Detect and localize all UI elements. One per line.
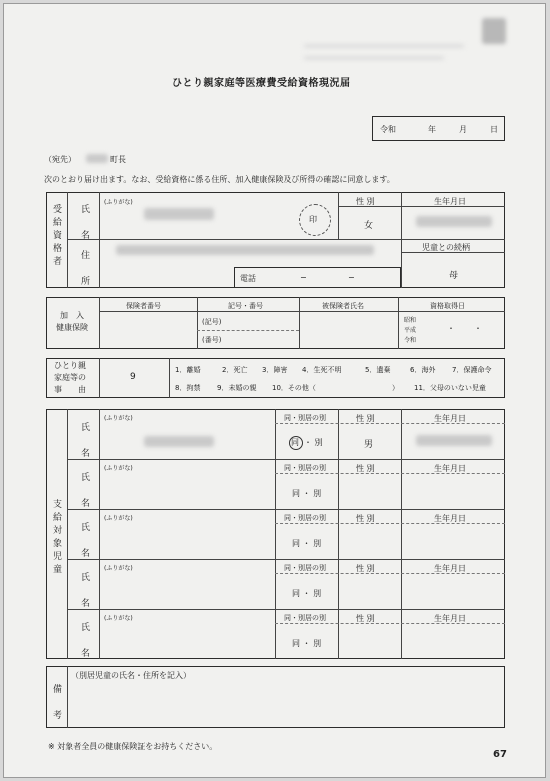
child-cohab-value: 同 ・ 別	[292, 639, 322, 648]
symbol-field-label: (記号)	[202, 318, 222, 326]
relation-value: 母	[449, 271, 459, 281]
applicant-name-label: 氏 名	[79, 204, 89, 243]
page-title: ひとり親家庭等医療費受給資格現況届	[172, 78, 351, 89]
redacted-address	[116, 245, 374, 255]
child-cohab-header: 同・別居の別	[284, 414, 326, 422]
child-cohab-value: 同 ・ 別	[292, 489, 322, 498]
date-year: 年	[428, 125, 436, 134]
child-sex-header: 性 別	[356, 564, 375, 573]
reason-option: 7．保護命令	[452, 366, 492, 374]
redacted-child-dob	[416, 435, 492, 446]
child-furigana: (ふりがな)	[104, 465, 133, 472]
applicant-section-label: 受給資格者	[51, 204, 61, 269]
child-sex-value: 男	[364, 440, 374, 450]
reason-option: 6．海外	[410, 366, 436, 374]
child-dob-header: 生年月日	[434, 564, 466, 573]
insured-name-header: 被保険者氏名	[322, 302, 364, 310]
era-heisei: 平成	[404, 327, 417, 334]
form-sheet	[3, 3, 546, 778]
child-dob-header: 生年月日	[434, 464, 466, 473]
date-month: 月	[459, 125, 467, 134]
reason-option: 2．死亡	[222, 366, 248, 374]
redacted-mark	[482, 18, 506, 44]
reason-option: 1．離婚	[175, 366, 201, 374]
child-sex-header: 性 別	[356, 464, 375, 473]
child-furigana: (ふりがな)	[104, 515, 133, 522]
child-cohab-marked: 同	[291, 438, 299, 447]
phone-dash-1: −	[300, 273, 307, 282]
child-sex-header: 性 別	[356, 614, 375, 623]
child-furigana: (ふりがな)	[104, 615, 133, 622]
date-dot-2: ・	[474, 324, 482, 333]
child-name-label: 氏 名	[79, 522, 89, 561]
reason-option: 11．父母のいない児童	[414, 384, 486, 392]
applicant-dob-header: 生年月日	[434, 197, 466, 206]
child-name-label: 氏 名	[79, 422, 89, 461]
acquired-date-header: 資格取得日	[430, 302, 465, 310]
number-field-label: (番号)	[202, 336, 222, 344]
reason-option: 5．遺棄	[365, 366, 391, 374]
reason-option: 3．障害	[262, 366, 288, 374]
insurance-symbol-header: 記号・番号	[228, 302, 263, 310]
reason-option: 8．拘禁	[175, 384, 201, 392]
seal-mark: 印	[309, 215, 317, 224]
redacted-child-name	[144, 436, 214, 447]
child-cohab-value: 同 ・ 別	[292, 539, 322, 548]
child-cohab-header: 同・別居の別	[284, 614, 326, 622]
applicant-sex-header: 性 別	[356, 197, 375, 206]
redacted-applicant-dob	[416, 216, 492, 227]
applicant-furigana: (ふりがな)	[104, 199, 133, 206]
child-cohab-value: 同 ・ 別	[292, 589, 322, 598]
child-dob-header: 生年月日	[434, 414, 466, 423]
child-cohab-rest: ・ 別	[304, 438, 323, 447]
remarks-label: 備 考	[51, 684, 61, 723]
child-furigana: (ふりがな)	[104, 565, 133, 572]
intro-text: 次のとおり届け出ます。なお、受給資格に係る住所、加入健康保険及び所得の確認に同意します。	[44, 175, 395, 184]
child-cohab-header: 同・別居の別	[284, 464, 326, 472]
insurance-number-header: 保険者番号	[126, 302, 161, 310]
redacted-town	[86, 154, 108, 163]
addressee-suffix: 町長	[110, 155, 126, 164]
reason-value: 9	[130, 372, 136, 382]
phone-box	[234, 267, 401, 288]
insurance-section-label: 加 入 健康保険	[56, 311, 88, 332]
address-label: 住 所	[79, 250, 89, 289]
bleed-through-text	[304, 44, 464, 48]
child-cohab-header: 同・別居の別	[284, 564, 326, 572]
page-number: 67	[493, 749, 507, 760]
era-reiwa: 令和	[404, 337, 417, 344]
child-name-label: 氏 名	[79, 622, 89, 661]
phone-label: 電話	[240, 274, 256, 283]
child-dob-header: 生年月日	[434, 514, 466, 523]
child-sex-header: 性 別	[356, 514, 375, 523]
remarks-hint: （別居児童の氏名・住所を記入）	[71, 671, 191, 680]
child-name-label: 氏 名	[79, 572, 89, 611]
child-furigana: (ふりがな)	[104, 415, 133, 422]
applicant-sex-value: 女	[364, 221, 374, 231]
date-day: 日	[490, 125, 498, 134]
child-dob-header: 生年月日	[434, 614, 466, 623]
phone-dash-2: −	[348, 273, 355, 282]
child-name-label: 氏 名	[79, 472, 89, 511]
reason-option: 9．未婚の親	[217, 384, 257, 392]
child-cohab-header: 同・別居の別	[284, 514, 326, 522]
reason-option: 4．生死不明	[302, 366, 342, 374]
reason-other-close: ）	[392, 384, 399, 392]
reason-option: 10．その他（	[272, 384, 316, 392]
date-dot-1: ・	[447, 324, 455, 333]
date-era: 令和	[380, 125, 396, 134]
reason-label: ひとり親 家庭等の 事 由	[54, 361, 86, 394]
era-showa: 昭和	[404, 317, 417, 324]
redacted-applicant-name	[144, 208, 214, 220]
footnote: ※ 対象者全員の健康保険証をお持ちください。	[48, 742, 218, 751]
relation-header: 児童との続柄	[422, 243, 470, 252]
child-sex-header: 性 別	[356, 414, 375, 423]
bleed-through-text	[304, 56, 444, 60]
addressee-prefix: （宛先）	[44, 155, 76, 164]
children-section-label: 支給対象児童	[51, 499, 61, 577]
